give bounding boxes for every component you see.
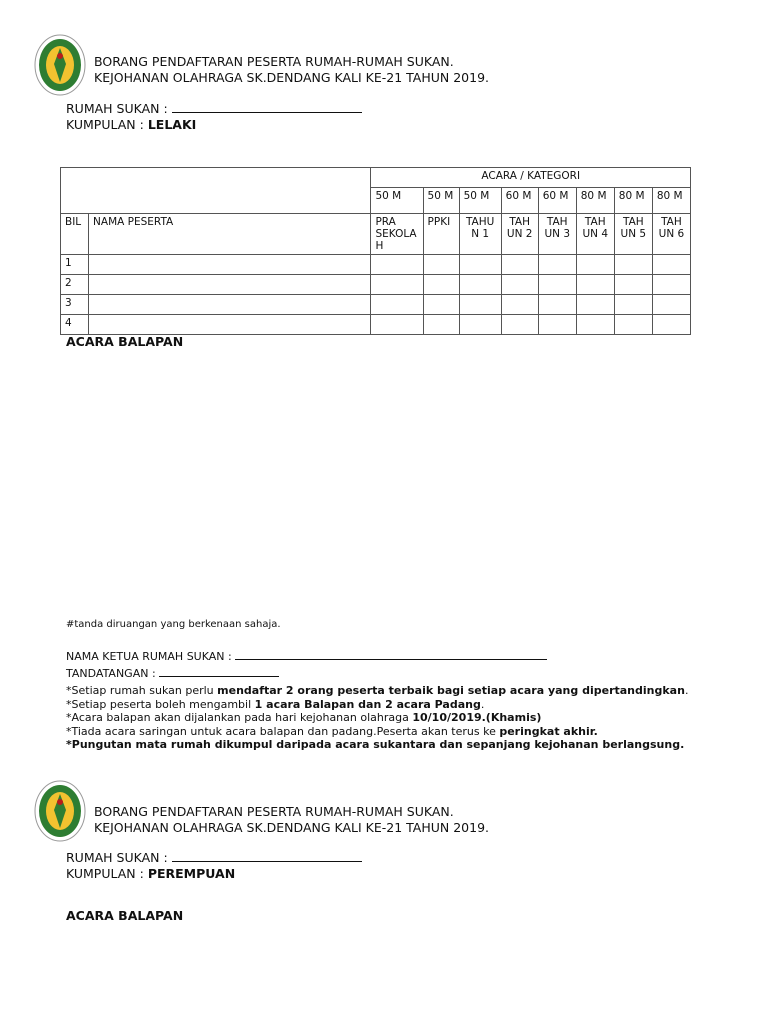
tick-cell[interactable] xyxy=(501,255,538,275)
tick-cell[interactable] xyxy=(501,275,538,295)
school-logo xyxy=(34,34,86,96)
event-distance: 60 M xyxy=(538,188,576,214)
tick-cell[interactable] xyxy=(371,255,423,275)
rumah-sukan-field[interactable] xyxy=(172,100,362,113)
name-cell[interactable] xyxy=(89,275,371,295)
note-5: *Pungutan mata rumah dikumpul daripada acara sukantara dan sepanjang kejohanan berlangsung. xyxy=(66,738,685,751)
tick-cell[interactable] xyxy=(538,315,576,335)
row-number: 3 xyxy=(61,295,89,315)
event-distance: 80 M xyxy=(652,188,690,214)
table-row xyxy=(61,295,691,315)
tick-cell[interactable] xyxy=(652,315,690,335)
event-distance: 80 M xyxy=(576,188,614,214)
tandatangan-label: TANDATANGAN : xyxy=(66,666,156,680)
table-corner xyxy=(61,168,371,214)
tick-cell[interactable] xyxy=(538,255,576,275)
school-logo xyxy=(34,780,86,842)
table-row xyxy=(61,315,691,335)
ketua-label: NAMA KETUA RUMAH SUKAN : xyxy=(66,650,232,663)
event-distance: 80 M xyxy=(614,188,652,214)
event-category: TAH UN 2 xyxy=(501,214,538,255)
tick-cell[interactable] xyxy=(576,315,614,335)
tick-cell[interactable] xyxy=(459,275,501,295)
event-distance: 50 M xyxy=(459,188,501,214)
table-row xyxy=(61,275,691,295)
event-category: TAH UN 3 xyxy=(538,214,576,255)
event-distance: 60 M xyxy=(501,188,538,214)
tick-cell[interactable] xyxy=(614,255,652,275)
tick-cell[interactable] xyxy=(614,295,652,315)
tick-cell[interactable] xyxy=(423,275,459,295)
tick-cell[interactable] xyxy=(501,295,538,315)
table-row xyxy=(61,255,691,275)
tick-cell[interactable] xyxy=(576,295,614,315)
event-category: TAH UN 4 xyxy=(576,214,614,255)
tick-cell[interactable] xyxy=(423,315,459,335)
tick-cell[interactable] xyxy=(423,255,459,275)
rumah-sukan-field[interactable] xyxy=(172,849,362,862)
row-number: 1 xyxy=(61,255,89,275)
tick-cell[interactable] xyxy=(614,315,652,335)
tick-cell[interactable] xyxy=(576,255,614,275)
tick-note: #tanda diruangan yang berkenaan sahaja. xyxy=(66,619,281,630)
form-title-line2: KEJOHANAN OLAHRAGA SK.DENDANG KALI KE-21 TAHUN 2019. xyxy=(94,70,490,85)
tick-cell[interactable] xyxy=(501,315,538,335)
note-2: *Setiap peserta boleh mengambil 1 acara Balapan dan 2 acara Padang. xyxy=(66,697,485,711)
tick-cell[interactable] xyxy=(652,275,690,295)
col-bil-header: BIL xyxy=(61,214,89,255)
tick-cell[interactable] xyxy=(538,275,576,295)
event-category: TAHU N 1 xyxy=(459,214,501,255)
event-distance: 50 M xyxy=(423,188,459,214)
tick-cell[interactable] xyxy=(459,255,501,275)
tick-cell[interactable] xyxy=(371,315,423,335)
tick-cell[interactable] xyxy=(371,295,423,315)
note-3: *Acara balapan akan dijalankan pada hari kejohanan olahraga 10/10/2019.(Khamis) xyxy=(66,711,542,724)
registration-table xyxy=(60,167,691,335)
tick-cell[interactable] xyxy=(614,275,652,295)
group-header: ACARA / KATEGORI xyxy=(371,168,691,188)
event-category: TAH UN 6 xyxy=(652,214,690,255)
kumpulan-label: KUMPULAN : xyxy=(66,117,144,132)
tick-cell[interactable] xyxy=(652,295,690,315)
tandatangan-field[interactable] xyxy=(159,664,279,677)
form-title-line1: BORANG PENDAFTARAN PESERTA RUMAH-RUMAH SUKAN. xyxy=(94,804,454,819)
row-number: 4 xyxy=(61,315,89,335)
event-category: PRA SEKOLA H xyxy=(371,214,423,255)
tick-cell[interactable] xyxy=(576,275,614,295)
ketua-field[interactable] xyxy=(235,647,547,660)
rumah-sukan-label: RUMAH SUKAN : xyxy=(66,101,168,116)
name-cell[interactable] xyxy=(89,255,371,275)
note-4: *Tiada acara saringan untuk acara balapan dan padang.Peserta akan terus ke peringkat akhir. xyxy=(66,724,598,738)
kumpulan-label: KUMPULAN : xyxy=(66,866,144,881)
kumpulan-value: LELAKI xyxy=(147,117,197,132)
section-title: ACARA BALAPAN xyxy=(66,334,184,349)
tick-cell[interactable] xyxy=(423,295,459,315)
note-1: *Setiap rumah sukan perlu mendaftar 2 orang peserta terbaik bagi setiap acara yang dipertandingkan. xyxy=(66,684,689,697)
event-category: TAH UN 5 xyxy=(614,214,652,255)
event-category: PPKI xyxy=(423,214,459,255)
tick-cell[interactable] xyxy=(459,295,501,315)
name-cell[interactable] xyxy=(89,315,371,335)
event-distance: 50 M xyxy=(371,188,423,214)
row-number: 2 xyxy=(61,275,89,295)
tick-cell[interactable] xyxy=(459,315,501,335)
tick-cell[interactable] xyxy=(538,295,576,315)
kumpulan-value: PEREMPUAN xyxy=(147,866,236,881)
col-nama-header: NAMA PESERTA xyxy=(89,214,371,255)
rumah-sukan-label: RUMAH SUKAN : xyxy=(66,850,168,865)
form-title-line2: KEJOHANAN OLAHRAGA SK.DENDANG KALI KE-21 TAHUN 2019. xyxy=(94,820,490,835)
section-title: ACARA BALAPAN xyxy=(66,908,184,923)
name-cell[interactable] xyxy=(89,295,371,315)
tick-cell[interactable] xyxy=(652,255,690,275)
form-title-line1: BORANG PENDAFTARAN PESERTA RUMAH-RUMAH SUKAN. xyxy=(94,54,454,69)
tick-cell[interactable] xyxy=(371,275,423,295)
